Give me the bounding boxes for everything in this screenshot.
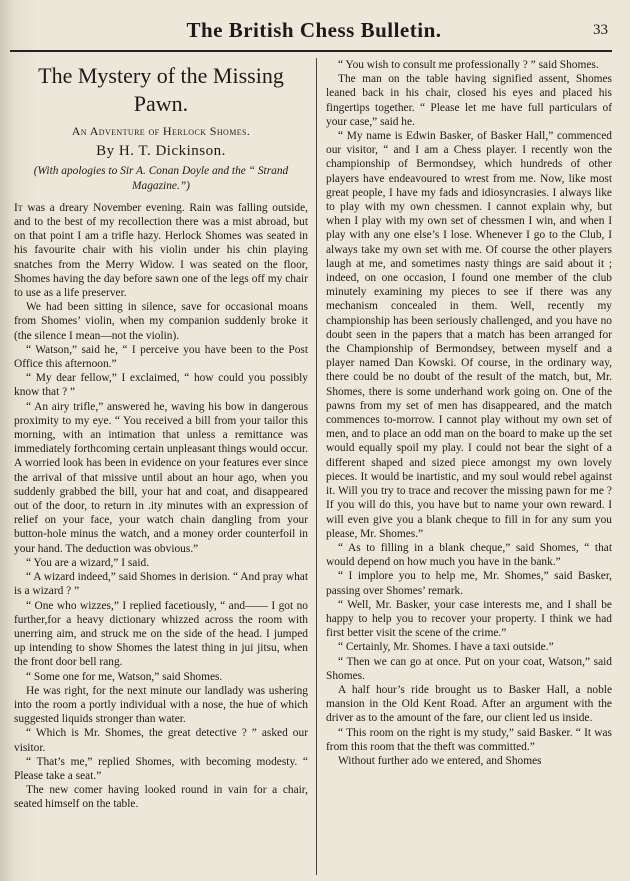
article-byline: By H. T. Dickinson.	[96, 143, 226, 160]
paragraph: It was a dreary November evening. Rain was falling outside, and to the best of my recollection there was a mist abroad, but on that point I am a trifle hazy. Herlock Shomes was seated in his favourite chair with his violin under his chin playing snatches from the Merry Widow. I was seated on the floor, Shomes having the day before sawn one of the legs off my chair to use as a life preserver.	[14, 201, 308, 300]
paragraph: “ Watson,” said he, “ I perceive you have been to the Post Office this afternoon.”	[14, 343, 308, 371]
column-divider	[316, 58, 317, 875]
header-rule	[10, 50, 612, 52]
page-header	[18, 18, 610, 48]
article-title: The Mystery of the Missing Pawn.	[38, 63, 284, 116]
paragraph: “ Certainly, Mr. Shomes. I have a taxi outside.”	[338, 641, 554, 654]
lead-word: It	[14, 201, 23, 214]
paragraph: Without further ado we entered, and Shomes	[338, 754, 542, 767]
paragraph: “ My dear fellow,” I exclaimed, “ how could you possibly know that ? ”	[14, 372, 308, 399]
paragraph: “ An airy trifle,” answered he, waving his bow in dangerous proximity to my eye. “ You received a bill from your tailor this morning, with an intimation that unless a remittance was immediately forthcoming certain unpleasant things would occur. A worried look has been in evidence on your features ever since the arrival of that missive until about an hour ago, when you suddenly grabbed the bill, your hat and coat, and disappeared out of the door, to return in .ity minutes with an expression of relief on your face, your watch chain dangling from your button-hole minus the watch, and a money order counterfoil in your hand. The deduction was obvious.”	[14, 400, 308, 555]
paragraph: The man on the table having signified assent, Shomes leaned back in his chair, closed his eyes and placed his fingertips together. “ Please let me have full particulars of your case,” said he.	[326, 73, 612, 128]
page-number: 33	[593, 22, 608, 38]
paragraph: The new comer having looked round in vain for a chair, seated himself on the table.	[14, 784, 308, 811]
article-subtitle: An Adventure of Herlock Shomes.	[71, 124, 251, 138]
paragraph: “ One who wizzes,” I replied facetiously, “ and—— I got no further,for a heavy dictionary whizzed across the room with unerring aim, and struck me on the side of the head. I jumped up intending to show Shomes the latest thing in jui jitsu, when the front door bell rang.	[14, 599, 308, 669]
paragraph: “ You are a wizard,” I said.	[26, 556, 150, 569]
paragraph: “ Well, Mr. Basker, your case interests me, and I shall be happy to help you to recover your property. I think we had first better visit the scene of the crime.”	[326, 598, 612, 640]
right-column	[326, 58, 612, 875]
paragraph: “ I implore you to help me, Mr. Shomes,” said Basker, passing over Shomes’ remark.	[326, 570, 612, 597]
paragraph: “ Some one for me, Watson,” said Shomes.	[26, 670, 223, 683]
paragraph: “ My name is Edwin Basker, of Basker Hall,” commenced our visitor, “ and I am a Chess player. I recently won the championship of Bermondsey, which hundreds of other players have endeavoured to wrest from me. Now, like most great people, I have my fads and idiosyncrasies. I always like to play with my own chessmen. I cannot explain why, but when I play with my own set of chessmen I win, and when I play with any one else’s I lose. Whenever I go to the Club, I always take my own set with me. Of course the other players laugh at me, and sometimes nasty things are said about it ; indeed, on one occasion, I found one member of the club minutely examining my pieces to see if there was any mechanism concealed in them. Well, recently my championship has been seriously challenged, and you have no doubt seen in the papers that a match has been arranged for the Championship of Bermondsey, between myself and a player named Dan Kowski. Of course, in the ordinary way, there could be no doubt of the result of the match, but, Mr. Shomes, there is some underhand work going on. One of the pawns from my set of men has disappeared, and the match commences to-morrow. I cannot play without my own set of men, and to place an odd man on the board to make up the set would equally spoil my play. I could not bear the sight of a different shaped and sized piece amongst my own lovely pieces. It would be inartistic, and my soul would rebel against it. Will you try to trace and recover the missing pawn for me ? If you will do this, you have but to name your own reward. I will even give you a blank cheque to fill in for any sum you please, Mr. Shomes.”	[326, 130, 612, 540]
article-apology: (With apologies to Sir A. Conan Doyle and the “ Strand Magazine.”)	[33, 165, 289, 192]
paragraph: “ You wish to consult me professionally ? ” said Shomes.	[338, 59, 599, 71]
paragraph: “ Which is Mr. Shomes, the great detective ? ” asked our visitor.	[14, 727, 308, 754]
paragraph: “ That’s me,” replied Shomes, with becoming modesty. “ Please take a seat.”	[14, 755, 308, 782]
left-column	[14, 58, 308, 875]
paragraph: “ As to filling in a blank cheque,” said Shomes, “ that would depend on how much you have in the bank.”	[326, 541, 612, 569]
paragraph: We had been sitting in silence, save for occasional moans from Shomes’ violin, when my companion suddenly broke it (the silence I mean—not the violin).	[14, 301, 308, 342]
paragraph: “ This room on the right is my study,” said Basker. “ It was from this room that the theft was committed.”	[326, 726, 612, 753]
paragraph: “ Then we can go at once. Put on your coat, Watson,” said Shomes.	[326, 655, 612, 682]
journal-title: The British Chess Bulletin.	[186, 18, 442, 42]
paragraph: “ A wizard indeed,” said Shomes in derision. “ And pray what is a wizard ? ”	[14, 571, 308, 598]
paragraph: A half hour’s ride brought us to Basker Hall, a noble mansion in the Old Kent Road. After an argument with the driver as to the amount of the fare, our client led us inside.	[326, 683, 612, 725]
paragraph: He was right, for the next minute our landlady was ushering into the room a portly individual with a nose, the hue of which suggested liquids stronger than water.	[14, 684, 308, 726]
